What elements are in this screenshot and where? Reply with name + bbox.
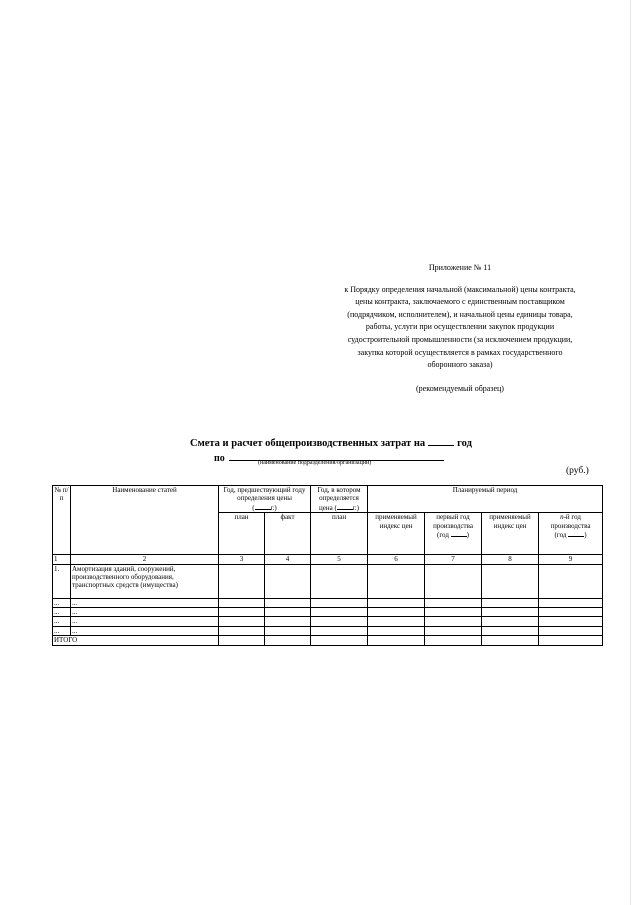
cell <box>539 598 603 607</box>
year-blank <box>337 503 353 510</box>
header-det-year-text: Год, в котором определяется цена ( <box>317 486 361 512</box>
header-planned: Планируемый период <box>368 486 603 513</box>
header-nth-year-open: (год <box>554 531 567 540</box>
cell <box>539 636 603 645</box>
cell <box>265 617 311 626</box>
cost-table <box>52 485 603 646</box>
cell <box>265 636 311 645</box>
header-index1: применяемый индекс цен <box>368 513 425 555</box>
cell <box>219 626 265 635</box>
header-prev-year-open: ( <box>252 503 255 512</box>
appendix-line: цены контракта, заключаемого с единственным поставщиком <box>355 297 565 307</box>
row-name: ... <box>71 598 219 607</box>
row-num: ... <box>53 608 71 617</box>
header-nth-year-n: n <box>560 513 564 522</box>
cell <box>425 617 482 626</box>
cell <box>425 598 482 607</box>
table-row <box>53 626 603 635</box>
col-number: 8 <box>482 555 539 564</box>
appendix-line: закупка которой осуществляется в рамках государственного <box>357 347 563 357</box>
cell <box>482 608 539 617</box>
appendix-line: (подрядчиком, исполнителем), и начальной цены единицы товара, <box>347 309 573 319</box>
col-number: 9 <box>539 555 603 564</box>
row-num: ... <box>53 598 71 607</box>
cell <box>539 617 603 626</box>
cell <box>311 608 368 617</box>
page-edge <box>630 0 631 905</box>
cell <box>482 598 539 607</box>
header-first-year-close: ) <box>466 531 469 540</box>
row-num: 1. <box>53 564 71 598</box>
cell <box>368 608 425 617</box>
header-prev-year-close: г.) <box>270 503 277 512</box>
header-first-year <box>425 513 482 555</box>
col-number: 1 <box>53 555 71 564</box>
col-number: 6 <box>368 555 425 564</box>
year-blank <box>255 503 271 510</box>
table-row <box>53 608 603 617</box>
cell <box>265 626 311 635</box>
cell <box>539 608 603 617</box>
table-row <box>53 598 603 607</box>
header-nth-year-text: -й год производства <box>550 513 591 530</box>
header-det-year <box>311 486 368 513</box>
col-number: 7 <box>425 555 482 564</box>
header-prev-year <box>219 486 311 513</box>
title-prefix: Смета и расчет общепроизводственных затрат на <box>190 438 426 449</box>
row-name: Амортизация зданий, сооружений, производственного оборудования, транспортных средств (имущества) <box>71 564 219 598</box>
cell <box>368 617 425 626</box>
row-name: ... <box>71 608 219 617</box>
header-name: Наименование статей <box>71 486 219 555</box>
total-label: ИТОГО <box>53 636 219 645</box>
cell <box>539 626 603 635</box>
header-fact: факт <box>265 513 311 555</box>
total-row <box>53 636 603 645</box>
header-index2: применяемый индекс цен <box>482 513 539 555</box>
appendix-line: работы, услуги при осуществлении закупок продукции <box>365 322 555 332</box>
cell <box>219 608 265 617</box>
cell <box>368 564 425 598</box>
header-plan2: план <box>311 513 368 555</box>
cell <box>425 564 482 598</box>
header-det-year-close: г.) <box>352 503 359 512</box>
cell <box>539 564 603 598</box>
cell <box>265 564 311 598</box>
table-row <box>53 617 603 626</box>
cell <box>482 564 539 598</box>
year-blank <box>428 436 454 446</box>
cell <box>265 598 311 607</box>
cell <box>219 617 265 626</box>
appendix-title: Приложение № 11 <box>428 263 492 272</box>
appendix-line: судостроительной промышленности (за исключением продукции, <box>347 334 573 344</box>
cell <box>368 626 425 635</box>
cell <box>311 626 368 635</box>
cell <box>311 636 368 645</box>
appendix-line: к Порядку определения начальной (максимальной) цены контракта, <box>344 284 576 294</box>
col-number: 5 <box>311 555 368 564</box>
document-title <box>190 436 472 449</box>
header-first-year-open: (год <box>437 531 449 540</box>
cell <box>265 608 311 617</box>
cell <box>482 617 539 626</box>
cell <box>311 598 368 607</box>
col-number: 4 <box>265 555 311 564</box>
row-name: ... <box>71 626 219 635</box>
cell <box>482 636 539 645</box>
col-number: 2 <box>71 555 219 564</box>
appendix-line: оборонного заказа) <box>427 360 493 370</box>
cell <box>425 626 482 635</box>
po-label: по <box>214 453 225 464</box>
cell <box>311 564 368 598</box>
cell <box>368 598 425 607</box>
col-number: 3 <box>219 555 265 564</box>
cell <box>482 626 539 635</box>
header-plan: план <box>219 513 265 555</box>
cell <box>311 617 368 626</box>
year-blank <box>451 530 469 540</box>
currency-label: (руб.) <box>566 466 589 476</box>
row-num: ... <box>53 626 71 635</box>
cell <box>368 636 425 645</box>
po-caption: (наименование подразделения/организации) <box>258 460 372 466</box>
appendix-block <box>330 262 590 395</box>
title-suffix: год <box>457 438 472 449</box>
sample-note: (рекомендуемый образец) <box>416 383 504 393</box>
cell <box>219 636 265 645</box>
header-num: № п/п <box>53 486 71 555</box>
header-prev-year-text: Год, предшествующий году определения цены <box>223 486 306 503</box>
row-num: ... <box>53 617 71 626</box>
table-row <box>53 564 603 598</box>
cell <box>425 636 482 645</box>
cell <box>425 608 482 617</box>
header-nth-year-close: ) <box>584 531 587 540</box>
cell <box>219 598 265 607</box>
cell <box>219 564 265 598</box>
header-first-year-text: первый год производства <box>433 513 473 530</box>
header-nth-year <box>539 513 603 555</box>
row-name: ... <box>71 617 219 626</box>
year-blank <box>568 530 587 540</box>
